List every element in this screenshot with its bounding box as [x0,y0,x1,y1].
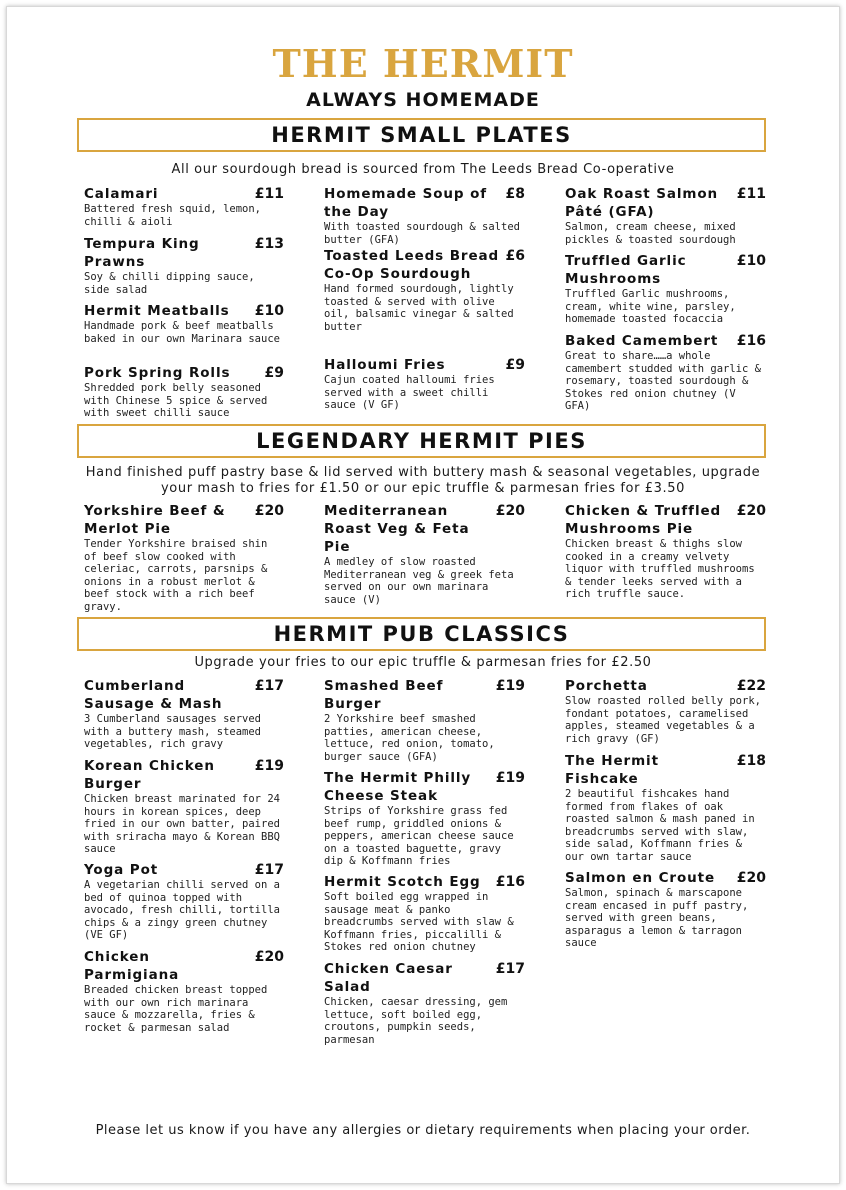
item-price: £17 [254,678,284,694]
item-description: Battered fresh squid, lemon, chilli & aioli [84,203,262,228]
menu-item [324,873,525,954]
item-description: Salmon, spinach & marscapone cream encased in puff pastry, served with green beans, asparagus a lemon & tarragon sauce [565,887,749,949]
section-header-classics: HERMIT PUB CLASSICS [77,617,766,651]
allergy-footer: Please let us know if you have any allergies or dietary requirements when placing your order. [95,1123,751,1138]
menu-item [324,185,525,246]
item-price: £13 [254,236,284,252]
menu-item [84,185,284,228]
item-price: £20 [736,870,766,886]
menu-item [84,364,284,420]
item-price: £11 [736,186,766,202]
menu-item [565,752,766,863]
menu-item [84,302,284,345]
item-name: Mediterranean Roast Veg & Feta Pie [324,503,470,555]
item-name: Chicken Caesar Salad [324,961,453,995]
item-description: Slow roasted rolled belly pork, fondant potatoes, caramelised apples, steamed vegetables & a rich gravy (GF) [565,695,761,745]
item-price: £17 [495,961,525,977]
item-description: Chicken breast marinated for 24 hours in korean spices, deep fried in our own batter, paired with sriracha mayo & Korean BBQ sauce [84,793,280,855]
item-name: The Hermit Philly Cheese Steak [324,770,472,804]
item-description: A medley of slow roasted Mediterranean veg & greek feta served on our own marinara sauce (V) [324,556,514,606]
item-price: £6 [505,248,525,264]
item-description: Tender Yorkshire braised shin of beef slow cooked with celeriac, carrots, parsnips & onions in a robust merlot & beef stock with a rich beef gravy. [84,538,268,613]
item-description: With toasted sourdough & salted butter (GFA) [324,221,520,246]
item-description: A vegetarian chilli served on a bed of quinoa topped with avocado, fresh chilli, tortilla chips & a zingy green chutney (VE GF) [84,879,280,941]
menu-item [84,502,284,613]
item-price: £22 [736,678,766,694]
menu-item [565,252,766,326]
item-description: Shredded pork belly seasoned with Chinese 5 spice & served with sweet chilli sauce [84,382,268,419]
item-price: £17 [254,862,284,878]
menu-item [324,677,525,763]
menu-item [84,677,284,751]
item-name: Homemade Soup of the Day [324,186,488,220]
item-name: Salmon en Croute [565,870,716,886]
item-name: Halloumi Fries [324,357,446,373]
item-price: £10 [736,253,766,269]
item-name: Tempura King Prawns [84,236,200,270]
menu-item [84,861,284,942]
item-name: Chicken Parmigiana [84,949,180,983]
pies-note: Hand finished puff pastry base & lid served with buttery mash & seasonal vegetables, upgrade your mash to fries for £1.50 or our epic truffle & parmesan fries for £3.50 [85,465,761,496]
menu-item [324,960,525,1046]
brand-tagline: ALWAYS HOMEMADE [306,89,540,111]
item-price: £20 [736,503,766,519]
item-price: £9 [264,365,284,381]
menu-item [324,502,525,606]
item-description: Great to share……a whole camembert studded with garlic & rosemary, toasted sourdough & Stokes red onion chutney (V GFA) [565,350,761,412]
item-price: £10 [254,303,284,319]
item-name: Korean Chicken Burger [84,758,215,792]
item-name: Hermit Scotch Egg [324,874,481,890]
item-description: Hand formed sourdough, lightly toasted & served with olive oil, balsamic vinegar & salted butter [324,283,514,333]
menu-item [565,185,766,246]
item-price: £16 [495,874,525,890]
item-name: Calamari [84,186,159,202]
item-description: 2 beautiful fishcakes hand formed from flakes of oak roasted salmon & mash paned in breadcrumbs served with slaw, side salad, Koffmann fries & our own tartar sauce [565,788,755,863]
item-name: Pork Spring Rolls [84,365,231,381]
item-name: Cumberland Sausage & Mash [84,678,223,712]
brand-title: THE HERMIT [272,41,574,86]
small-plates-note: All our sourdough bread is sourced from The Leeds Bread Co-operative [171,162,675,177]
item-name: Chicken & Truffled Mushrooms Pie [565,503,722,537]
menu-item [84,948,284,1034]
item-description: Salmon, cream cheese, mixed pickles & toasted sourdough [565,221,736,246]
item-name: The Hermit Fishcake [565,753,659,787]
item-price: £20 [254,949,284,965]
item-name: Porchetta [565,678,648,694]
section-header-pies: LEGENDARY HERMIT PIES [77,424,766,458]
item-name: Truffled Garlic Mushrooms [565,253,687,287]
item-name: Oak Roast Salmon Pâté (GFA) [565,186,719,220]
item-description: Chicken breast & thighs slow cooked in a creamy velvety liquor with truffled mushrooms & tender leeks served with a rich truffle sauce. [565,538,755,600]
item-name: Baked Camembert [565,333,719,349]
menu-item [565,869,766,950]
item-description: 3 Cumberland sausages served with a buttery mash, steamed vegetables, rich gravy [84,713,262,750]
item-name: Yoga Pot [84,862,159,878]
item-description: Soy & chilli dipping sauce, side salad [84,271,255,296]
item-description: Chicken, caesar dressing, gem lettuce, soft boiled egg, croutons, pumpkin seeds, parmesan [324,996,508,1046]
menu-item [84,235,284,296]
menu-item [324,769,525,868]
item-description: Cajun coated halloumi fries served with a sweet chilli sauce (V GF) [324,374,495,411]
item-name: Hermit Meatballs [84,303,230,319]
item-description: Handmade pork & beef meatballs baked in our own Marinara sauce [84,320,280,345]
menu-item [324,247,525,333]
item-price: £19 [495,770,525,786]
item-description: Strips of Yorkshire grass fed beef rump, griddled onions & peppers, american cheese sauce on a toasted baguette, gravy dip & Koffmann fries [324,805,514,867]
menu-item [84,757,284,856]
menu-item [565,677,766,745]
item-price: £11 [254,186,284,202]
menu-item [324,356,525,412]
item-description: Soft boiled egg wrapped in sausage meat & panko breadcrumbs served with slaw & Koffmann fries, piccalilli & Stokes red onion chutney [324,891,514,953]
item-name: Toasted Leeds Bread Co-Op Sourdough [324,248,500,282]
item-description: 2 Yorkshire beef smashed patties, american cheese, lettuce, red onion, tomato, burger sauce (GFA) [324,713,495,763]
section-header-small-plates: HERMIT SMALL PLATES [77,118,766,152]
item-price: £18 [736,753,766,769]
item-price: £19 [254,758,284,774]
menu-item [565,502,766,601]
item-description: Truffled Garlic mushrooms, cream, white wine, parsley, homemade toasted focaccia [565,288,736,325]
item-price: £8 [505,186,525,202]
item-price: £20 [495,503,525,519]
item-price: £16 [736,333,766,349]
classics-note: Upgrade your fries to our epic truffle & parmesan fries for £2.50 [194,655,652,670]
menu-item [565,332,766,413]
item-description: Breaded chicken breast topped with our own rich marinara sauce & mozzarella, fries & rocket & parmesan salad [84,984,268,1034]
item-price: £20 [254,503,284,519]
item-name: Yorkshire Beef & Merlot Pie [84,503,226,537]
item-name: Smashed Beef Burger [324,678,444,712]
item-price: £9 [505,357,525,373]
item-price: £19 [495,678,525,694]
